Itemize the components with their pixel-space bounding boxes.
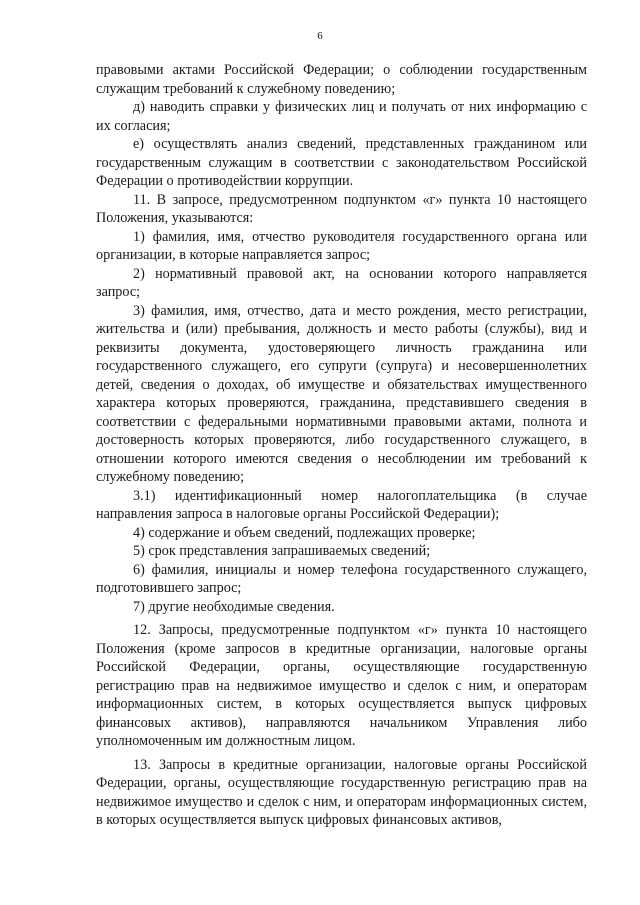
- page-number: 6: [317, 30, 323, 42]
- paragraph-item-3: 3) фамилия, имя, отчество, дата и место рождения, место регистрации, жительства и (или) пребывания, должность и место работы (службы), вид и реквизиты документа, удостоверяющего личность гражданина или государственного служащего, его супруги (супруга) и несовершеннолетних детей, сведения о доходах, об имуществе и обязательствах имущественного характера которых проверяются, гражданина, представившего сведения в соответствии с федеральными нормативными правовыми актами, полнота и достоверность которых проверяются, либо государственного служащего, в отношении которого имеются сведения о несоблюдении им требований к служебному поведению;: [96, 302, 587, 485]
- paragraph-item-e: е) осуществлять анализ сведений, представленных гражданином или государственным служащим в соответствии с законодательством Российской Федерации о противодействии коррупции.: [96, 136, 587, 189]
- paragraph-item-7: 7) другие необходимые сведения.: [133, 598, 335, 615]
- paragraph-item-6: 6) фамилия, инициалы и номер телефона государственного служащего, подготовившего запрос;: [96, 561, 587, 596]
- paragraph-item-4: 4) содержание и объем сведений, подлежащих проверке;: [133, 524, 476, 541]
- document-body: [96, 61, 587, 830]
- paragraph-clause-13: 13. Запросы в кредитные организации, налоговые органы Российской Федерации, органы, осуществляющие государственную регистрацию прав на недвижимое имущество и сделок с ним, и операторам информационных систем, в которых осуществляется выпуск цифровых финансовых активов,: [96, 756, 587, 828]
- paragraph-item-d: д) наводить справки у физических лиц и получать от них информацию с их согласия;: [96, 99, 587, 134]
- paragraph-clause-11: 11. В запросе, предусмотренном подпунктом «г» пункта 10 настоящего Положения, указываются:: [96, 191, 587, 226]
- paragraph-clause-12: 12. Запросы, предусмотренные подпунктом «г» пункта 10 настоящего Положения (кроме запросов в кредитные организации, налоговые органы Российской Федерации, органы, осуществляющие государственную регистрацию прав на недвижимое имущество и сделок с ним, и операторам информационных систем, в которых осуществляется выпуск цифровых финансовых активов), направляются начальником Управления либо уполномоченным им должностным лицом.: [96, 622, 587, 749]
- paragraph-item-5: 5) срок представления запрашиваемых сведений;: [133, 543, 431, 559]
- paragraph-item-1: 1) фамилия, имя, отчество руководителя государственного органа или организации, в которые направляется запрос;: [96, 228, 587, 263]
- paragraph-item-3-1: 3.1) идентификационный номер налогоплательщика (в случае направления запроса в налоговые органы Российской Федерации);: [96, 487, 587, 522]
- paragraph-item-2: 2) нормативный правовой акт, на основании которого направляется запрос;: [96, 265, 587, 300]
- paragraph-continuation: правовыми актами Российской Федерации; о соблюдении государственным служащим требований к служебному поведению;: [96, 62, 587, 97]
